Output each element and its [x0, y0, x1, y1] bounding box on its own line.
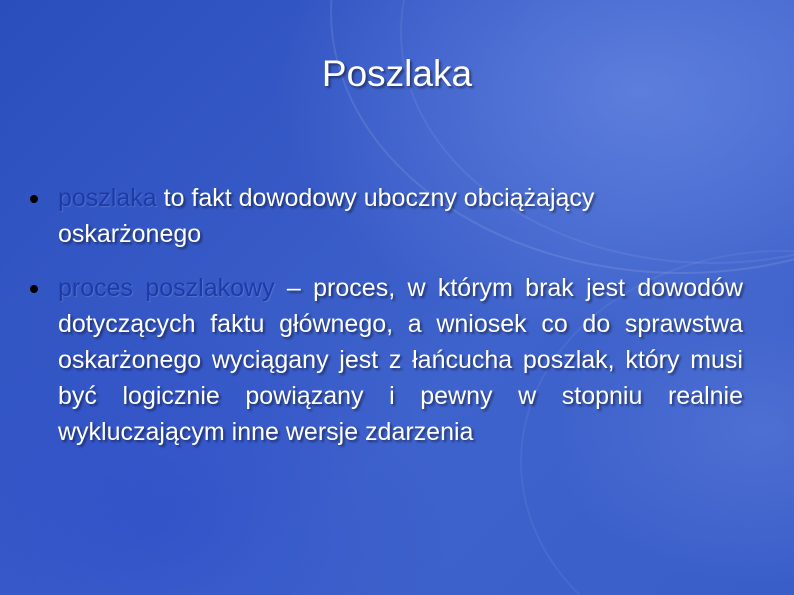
- bullet-text: – proces, w którym brak jest dowodów dotyczących faktu głównego, a wniosek co do sprawstwa oskarżonego wyciągany jest z łańcucha poszlak, który musi być logicznie powiązany i pewny w stopniu realnie wykluczającym inne wersje zdarzenia: [58, 274, 743, 446]
- bullet-item: [58, 270, 743, 450]
- bullet-dot-icon: [30, 195, 38, 203]
- bullet-item: [58, 180, 743, 252]
- bullet-dot-icon: [30, 285, 38, 293]
- bullet-term: proces poszlakowy: [58, 274, 275, 302]
- bullet-term: poszlaka: [58, 184, 157, 212]
- bullet-text: to fakt dowodowy uboczny obciążający oskarżonego: [58, 184, 595, 248]
- slide-title: Poszlaka: [321, 53, 473, 94]
